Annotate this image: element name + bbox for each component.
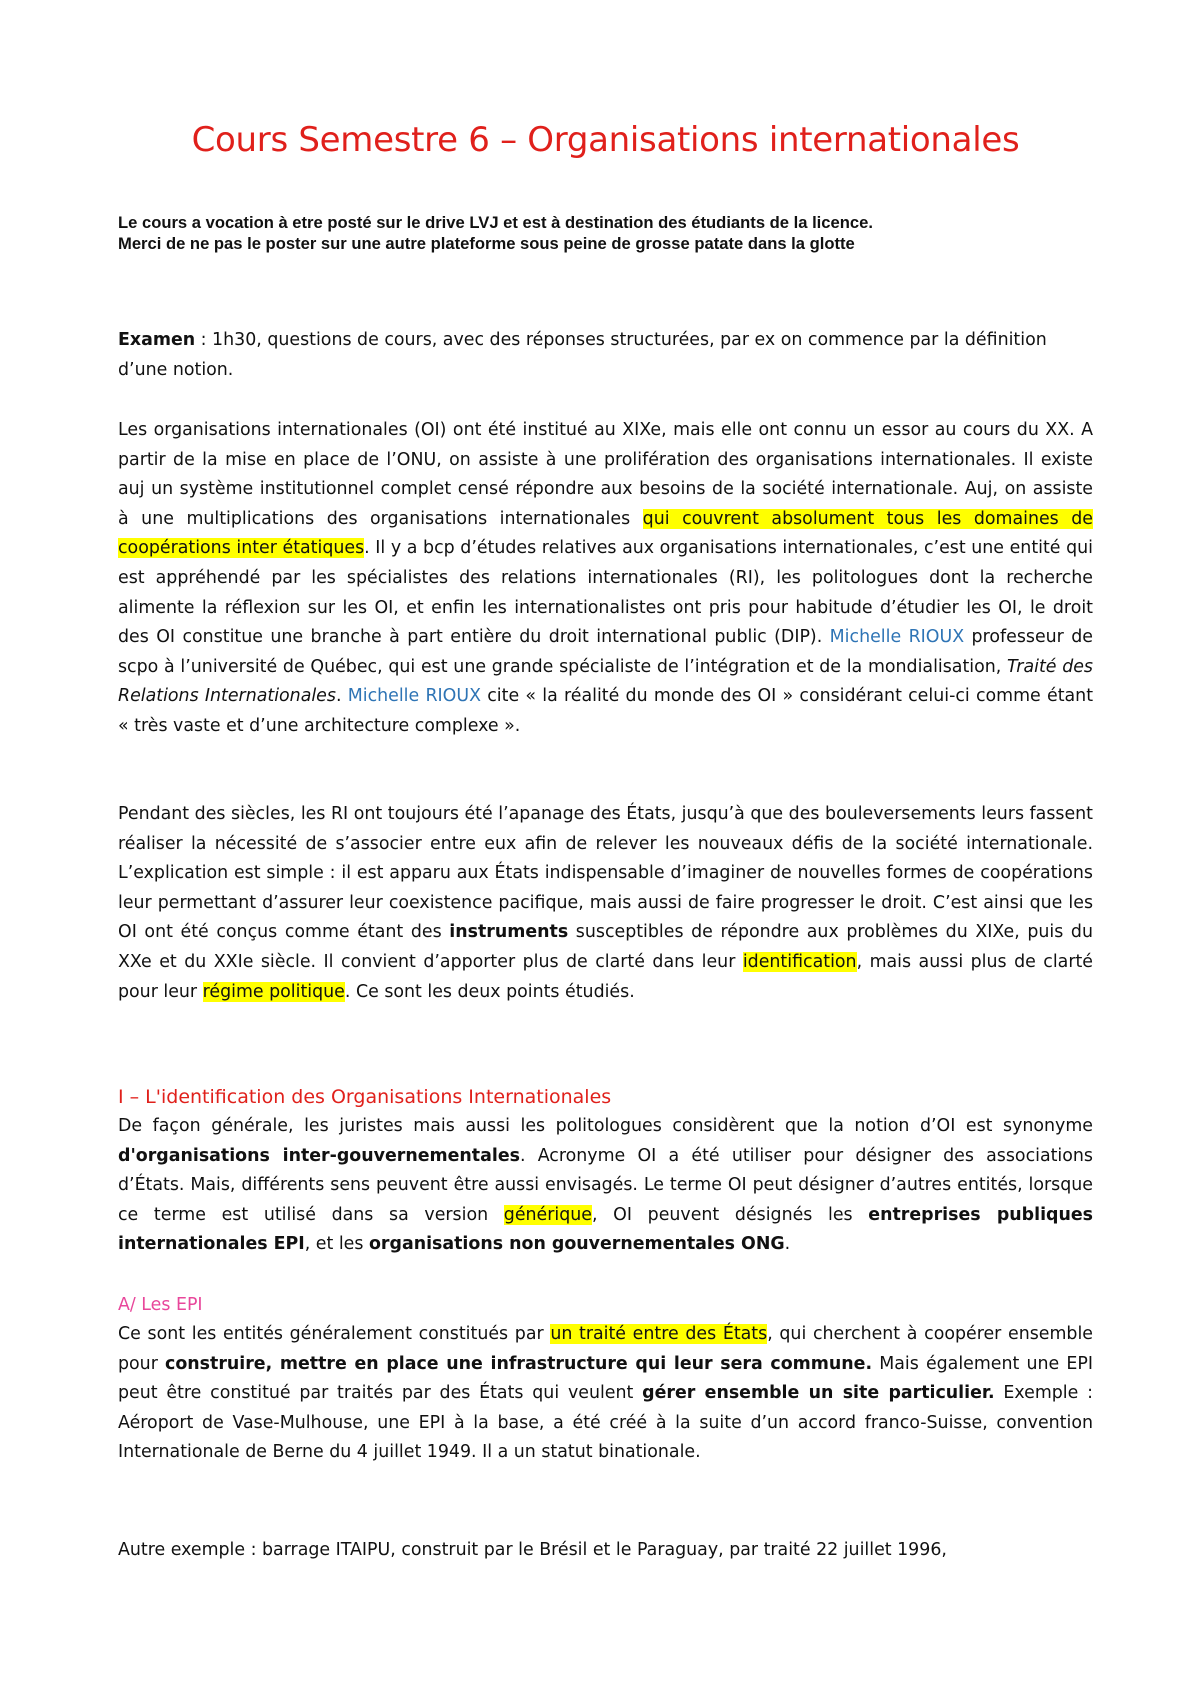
intro-text-1: Les organisations internationales (OI) ont été institué au XIXe, mais elle ont connu un essor au cours du XX. A partir de la mise en place de l’ONU, on assiste à une prolifération des organisations internationales. Il existe auj un système institutionnel complet censé répondre aux besoins de la société internationale. Auj, on assiste à une multiplications des organisations internationales — [118, 420, 1093, 529]
context-text-2: susceptibles de répondre aux problèmes du XIXe, puis du XXe et du XXIe siècle. Il convient d’apporter plus de clarté dans leur — [118, 922, 1093, 972]
exam-label: Examen — [118, 330, 196, 350]
subsection-a-title: A/ Les EPI — [118, 1295, 203, 1315]
book-title: Traité des Relations Internationales — [118, 656, 1093, 707]
context-text-4: . Ce sont les deux points étudiés. — [344, 981, 635, 1002]
section-1 — [118, 1082, 1093, 1260]
subsection-a — [118, 1290, 1093, 1468]
section-1-highlight: générique — [503, 1204, 592, 1225]
subsection-a-text-4: Exemple : Aéroport de Vase-Mulhouse, une EPI à la base, a été créé à la suite d’un accord franco-Suisse, convention Internationale de Berne du 4 juillet 1949. Il a un statut binationale. — [118, 1383, 1093, 1463]
intro-text-3: professeur de scpo à l’université de Québec, qui est une grande spécialiste de l’intégration et de la mondialisation, — [118, 627, 1093, 677]
subsection-a-bold-1: construire, mettre en place une infrastructure qui leur sera commune. — [165, 1353, 873, 1374]
intro-text-5: cite « la réalité du monde des OI » considérant celui-ci comme étant « très vaste et d’une architecture complexe ». — [118, 686, 1094, 736]
context-paragraph — [118, 800, 1093, 1007]
subsection-a-text-2: , qui cherchent à coopérer ensemble pour — [118, 1324, 1093, 1374]
author-name-2: Michelle RIOUX — [347, 686, 481, 707]
intro-text-4: . — [335, 686, 348, 707]
intro-highlight: qui couvrent absolument tous les domaines de coopérations inter étatiques — [118, 508, 1093, 559]
section-1-text-1: De façon générale, les juristes mais aussi les politologues considèrent que la notion d’OI est synonyme — [118, 1116, 1093, 1136]
subsection-a-text-1: Ce sont les entités généralement constitués par — [118, 1324, 551, 1344]
document-title: Cours Semestre 6 – Organisations internationales — [191, 120, 1020, 160]
section-1-title: I – L'identification des Organisations Internationales — [118, 1086, 612, 1108]
context-bold-instruments: instruments — [449, 922, 569, 943]
author-name-1: Michelle RIOUX — [829, 627, 965, 648]
section-1-bold-2: entreprises publiques internationales EPI — [118, 1204, 1094, 1255]
section-1-text-3: , OI peuvent désignés les — [591, 1204, 869, 1225]
intro-text-2: . Il y a bcp d’études relatives aux organisations internationales, c’est une entité qui est appréhendé par les spécialistes des relations internationales (RI), les politologues dont la recherche alimente la réflexion sur les OI, et enfin les internationalistes ont pris pour habitude d’étudier les OI, le droit des OI constitue une branche à part entière du droit international public (DIP). — [118, 538, 1093, 648]
section-1-text-5: . — [784, 1234, 791, 1255]
notice-line-2: Merci de ne pas le poster sur une autre plateforme sous peine de grosse patate dans la glotte — [118, 234, 855, 253]
context-text-3: , mais aussi plus de clarté pour leur — [118, 951, 1093, 1002]
section-1-bold-3: organisations non gouvernementales ONG — [368, 1234, 785, 1255]
subsection-a-bold-2: gérer ensemble un site particulier. — [642, 1383, 995, 1404]
subsection-a-highlight: un traité entre des États — [550, 1324, 768, 1344]
context-highlight-regime: régime politique — [202, 981, 345, 1002]
notice-block — [118, 212, 1093, 254]
section-1-text-2: . Acronyme OI a été utiliser pour désigner des associations d’États. Mais, différents sens peuvent être aussi envisagés. Le terme OI peut désigner d’autres entités, lorsque ce terme est utilisé dans sa version — [118, 1145, 1093, 1225]
section-1-text-4: , et les — [304, 1234, 369, 1255]
section-1-bold-1: d'organisations inter-gouvernementales — [118, 1145, 520, 1166]
intro-paragraph — [118, 416, 1093, 742]
example-paragraph — [118, 1536, 1093, 1566]
context-highlight-identification: identification — [742, 951, 857, 972]
exam-text: : 1h30, questions de cours, avec des réponses structurées, par ex on commence par la définition d’une notion. — [118, 330, 1047, 380]
context-text-1: Pendant des siècles, les RI ont toujours été l’apanage des États, jusqu’à que des bouleversements leurs fassent réaliser la nécessité de s’associer entre eux afin de relever les nouveaux défis de la société internationale. L’explication est simple : il est apparu aux États indispensable d’imaginer de nouvelles formes de coopérations leur permettant d’assurer leur coexistence pacifique, mais aussi de faire progresser le droit. C’est ainsi que les OI ont été conçus comme étant des — [118, 804, 1093, 943]
subsection-a-text-3: Mais également une EPI peut être constitué par traités par des États qui veulent — [118, 1353, 1094, 1404]
exam-paragraph — [118, 326, 1093, 385]
example-text: Autre exemple : barrage ITAIPU, construit par le Brésil et le Paraguay, par traité 22 juillet 1996, — [118, 1540, 947, 1560]
notice-line-1: Le cours a vocation à etre posté sur le drive LVJ et est à destination des étudiants de la licence. — [118, 213, 873, 232]
